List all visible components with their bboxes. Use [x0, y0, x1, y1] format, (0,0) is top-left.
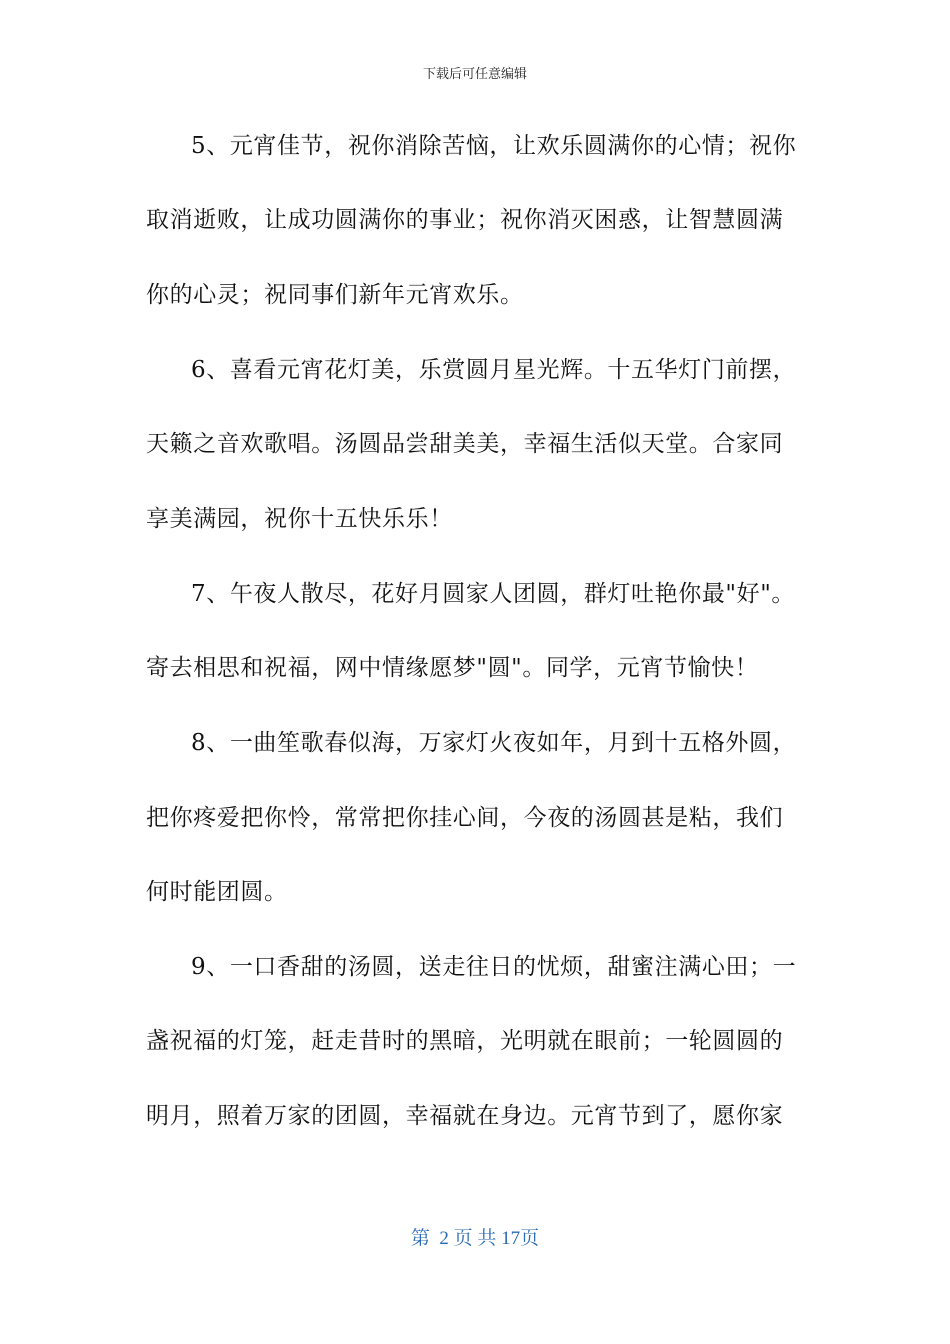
paragraph-8-line-2: 把你疼爱把你怜，常常把你挂心间，今夜的汤圆甚是粘，我们	[146, 805, 784, 831]
paragraph-8-line-3: 何时能团圆。	[146, 879, 288, 905]
paragraph-9-line-3: 明月，照着万家的团圆，幸福就在身边。元宵节到了，愿你家	[146, 1103, 784, 1129]
paragraph-7-line-1: 7、午夜人散尽，花好月圆家人团圆，群灯吐艳你最"好"。	[191, 581, 795, 607]
page-header: 下载后可任意编辑	[422, 67, 527, 82]
paragraph-5-line-2: 取消逝败，让成功圆满你的事业；祝你消灭困惑，让智慧圆满	[146, 207, 784, 233]
paragraph-5-line-1: 5、元宵佳节，祝你消除苦恼，让欢乐圆满你的心情；祝你	[191, 133, 797, 159]
paragraph-5-line-3: 你的心灵；祝同事们新年元宵欢乐。	[146, 282, 524, 308]
paragraph-9-line-2: 盏祝福的灯笼，赶走昔时的黑暗，光明就在眼前；一轮圆圆的	[146, 1028, 784, 1054]
paragraph-9-line-1: 9、一口香甜的汤圆，送走往日的忧烦，甜蜜注满心田；一	[191, 954, 797, 980]
paragraph-6-line-3: 享美满园，祝你十五快乐乐！	[146, 506, 453, 532]
paragraph-7-line-2: 寄去相思和祝福，网中情缘愿梦"圆"。同学，元宵节愉快！	[146, 655, 759, 681]
page-number-footer: 第 2 页 共 17页	[410, 1228, 540, 1249]
paragraph-8-line-1: 8、一曲笙歌春似海，万家灯火夜如年，月到十五格外圆，	[191, 730, 797, 756]
paragraph-6-line-2: 天籁之音欢歌唱。汤圆品尝甜美美，幸福生活似天堂。合家同	[146, 431, 784, 457]
paragraph-6-line-1: 6、喜看元宵花灯美，乐赏圆月星光辉。十五华灯门前摆，	[191, 357, 797, 383]
